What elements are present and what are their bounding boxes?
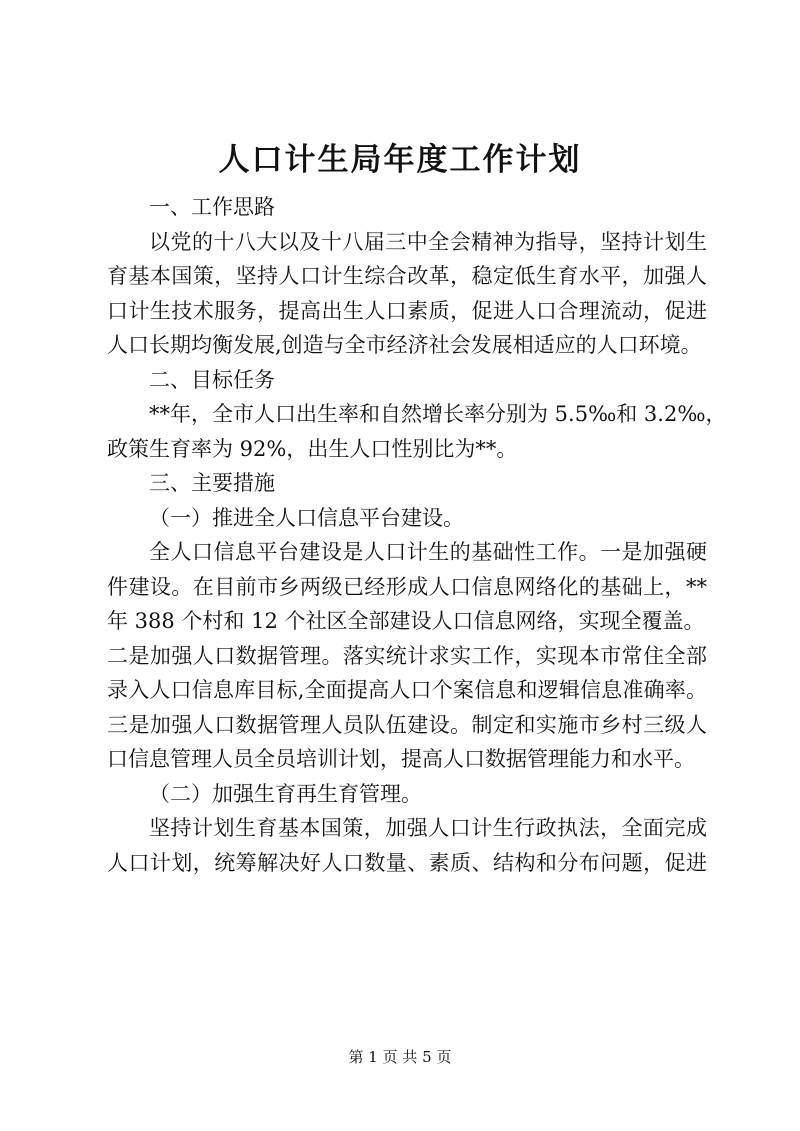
text-line: 件建设。在目前市乡两级已经形成人口信息网络化的基础上，** <box>107 574 707 599</box>
text-line: 二是加强人口数据管理。落实统计求实工作，实现本市常住全部 <box>107 643 707 668</box>
text-line: 育基本国策，坚持人口计生综合改革，稳定低生育水平，加强人 <box>107 264 707 288</box>
document-body <box>107 190 727 880</box>
text-line: 以党的十八大以及十八届三中全会精神为指导，坚持计划生 <box>149 229 707 254</box>
section-heading-work-approach: 一、工作思路 <box>149 195 275 219</box>
section-heading-measures: 三、主要措施 <box>149 471 275 495</box>
text-line: 政策生育率为 92%，出生人口性别比为**。 <box>107 436 518 461</box>
text-line: 年 388 个村和 12 个社区全部建设人口信息网络，实现全覆盖。 <box>107 609 705 633</box>
text-line: 三是加强人口数据管理人员队伍建设。制定和实施市乡村三级人 <box>107 712 707 737</box>
text-line: 坚持计划生育基本国策，加强人口计生行政执法，全面完成 <box>149 816 707 840</box>
paragraph-birth-management <box>107 811 707 880</box>
paragraph-work-approach <box>107 225 707 363</box>
paragraph-targets <box>107 397 727 466</box>
page-footer: 第 1 页 共 5 页 <box>348 1048 452 1066</box>
paragraph-info-platform <box>107 535 707 777</box>
section-heading-targets: 二、目标任务 <box>149 367 275 392</box>
document-title: 人口计生局年度工作计划 <box>218 142 582 178</box>
text-line: **年，全市人口出生率和自然增长率分别为 5.5‰和 3.2‰， <box>149 402 727 426</box>
text-line: 人口计划，统筹解决好人口数量、素质、结构和分布问题，促进 <box>107 850 707 875</box>
text-line: 录入人口信息库目标,全面提高人口个案信息和逻辑信息准确率。 <box>107 678 707 702</box>
text-line: 口计生技术服务，提高出生人口素质，促进人口合理流动，促进 <box>107 298 707 323</box>
subsection-heading-info-platform: （一）推进全人口信息平台建设。 <box>149 505 464 530</box>
subsection-heading-birth-management: （二）加强生育再生育管理。 <box>149 781 422 806</box>
text-line: 人口长期均衡发展,创造与全市经济社会发展相适应的人口环境。 <box>107 333 702 357</box>
text-line: 全人口信息平台建设是人口计生的基础性工作。一是加强硬 <box>149 540 707 564</box>
text-line: 口信息管理人员全员培训计划，提高人口数据管理能力和水平。 <box>107 747 695 771</box>
